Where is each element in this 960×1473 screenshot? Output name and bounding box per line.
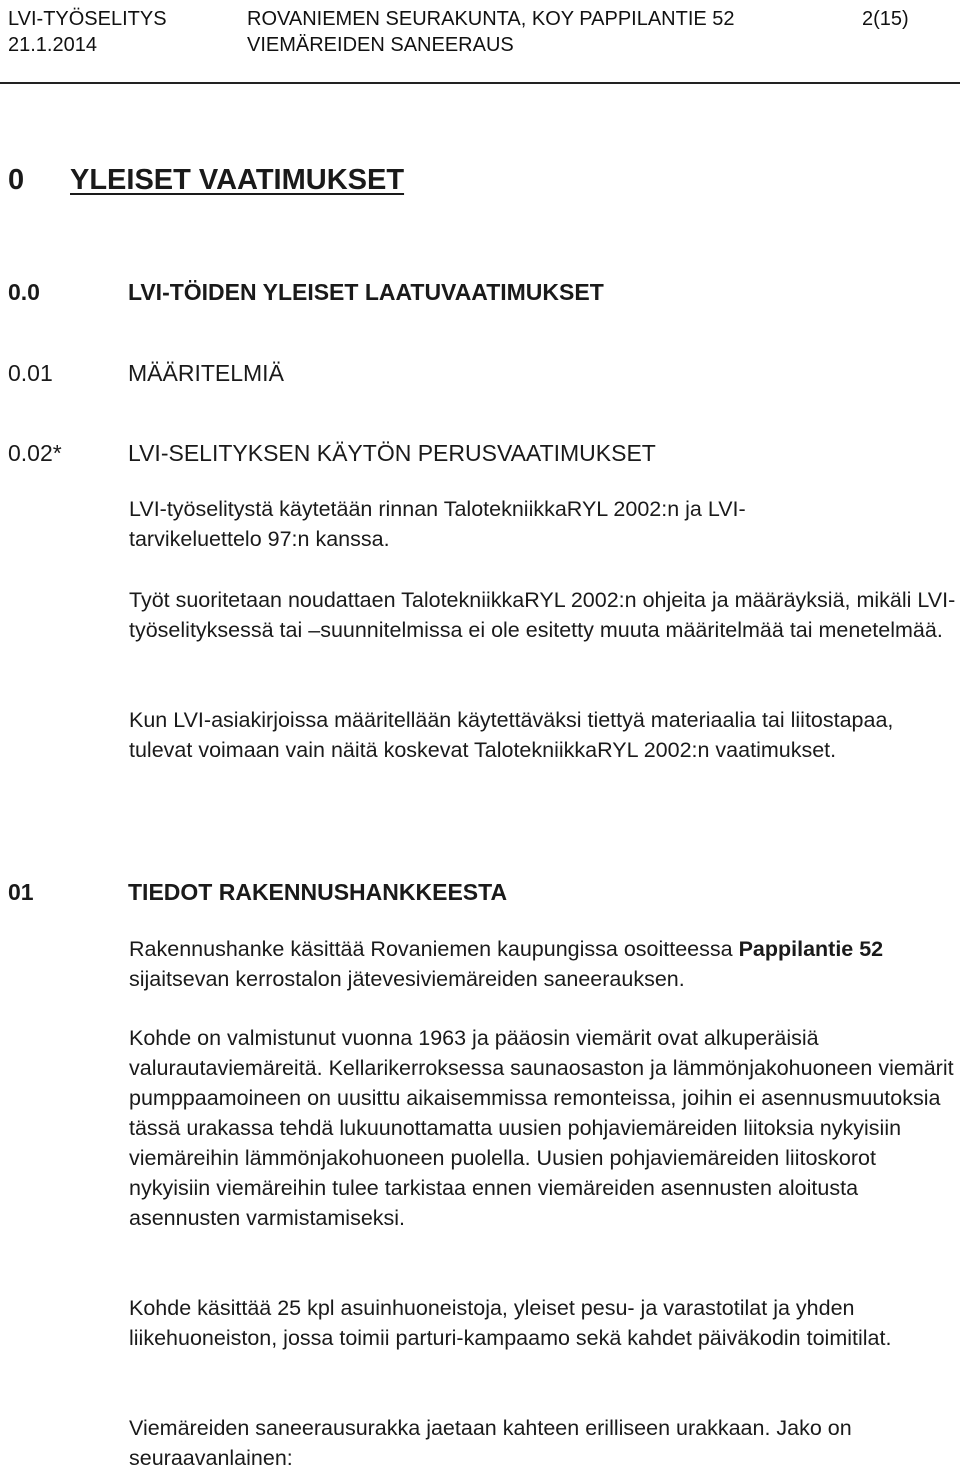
document-type: LVI-TYÖSELITYS — [8, 8, 167, 30]
address-bold: Pappilantie 52 — [738, 937, 884, 961]
text-run: Rakennushanke käsittää Rovaniemen kaupungissa osoitteessa — [129, 937, 739, 961]
section-0-heading — [8, 164, 404, 197]
project-client: ROVANIEMEN SEURAKUNTA, KOY PAPPILANTIE 52 — [247, 8, 735, 30]
paragraph: Kohde käsittää 25 kpl asuinhuoneistoja, yleiset pesu- ja varastotilat ja yhden liikehuoneiston, jossa toimii parturi-kampaamo sekä kahdet päiväkodin toimitilat. — [129, 1296, 892, 1350]
paragraph: Viemäreiden saneerausurakka jaetaan kahteen erilliseen urakkaan. Jako on seuraavanlainen: — [129, 1416, 852, 1470]
project-name: VIEMÄREIDEN SANEERAUS — [247, 34, 514, 56]
section-number: 01 — [8, 879, 34, 905]
paragraph — [129, 934, 957, 994]
paragraph: LVI-työselitystä käytetään rinnan TalotekniikkaRYL 2002:n ja LVI-tarvikeluettelo 97:n kanssa. — [129, 497, 746, 551]
section-title: TIEDOT RAKENNUSHANKKEESTA — [128, 879, 508, 905]
section-number: 0.01 — [8, 360, 53, 386]
header-divider — [0, 82, 960, 84]
section-number: 0 — [8, 164, 25, 196]
document-date: 21.1.2014 — [8, 34, 97, 56]
paragraph: Työt suoritetaan noudattaen TalotekniikkaRYL 2002:n ohjeita ja määräyksiä, mikäli LVI-työselityksessä tai –suunnitelmissa ei ole esitetty muuta määritelmää tai menetelmää. — [129, 588, 956, 642]
section-title: LVI-TÖIDEN YLEISET LAATUVAATIMUKSET — [128, 279, 604, 305]
page-header — [0, 0, 960, 60]
text-run: sijaitsevan kerrostalon jätevesiviemäreiden saneerauksen. — [129, 967, 685, 991]
section-title: LVI-SELITYKSEN KÄYTÖN PERUSVAATIMUKSET — [128, 440, 656, 466]
paragraph: Kun LVI-asiakirjoissa määritellään käytettäväksi tiettyä materiaalia tai liitostapaa, tulevat voimaan vain näitä koskevat TalotekniikkaRYL 2002:n vaatimukset. — [129, 708, 894, 762]
page-number: 2(15) — [862, 8, 909, 30]
section-title: MÄÄRITELMIÄ — [128, 360, 284, 386]
section-number: 0.0 — [8, 279, 40, 305]
section-number: 0.02* — [8, 440, 62, 466]
paragraph: Kohde on valmistunut vuonna 1963 ja pääosin viemärit ovat alkuperäisiä valurautaviemäreitä. Kellarikerroksessa saunaosaston ja lämmönjakohuoneen viemärit pumppaamoineen on uusittu aikaisemmissa remonteissa, joihin ei asennusmuutoksia tässä urakassa tehdä lukuunottamatta uusien pohjaviemäreiden liitoksia nykyisiin viemäreihin lämmönjakohuoneen puolella. Uusien pohjaviemäreiden liitoskorot nykyisiin viemäreihin tulee tarkistaa ennen viemäreiden asennusten aloitusta asennusten varmistamiseksi. — [129, 1026, 954, 1230]
section-title: YLEISET VAATIMUKSET — [70, 164, 405, 196]
